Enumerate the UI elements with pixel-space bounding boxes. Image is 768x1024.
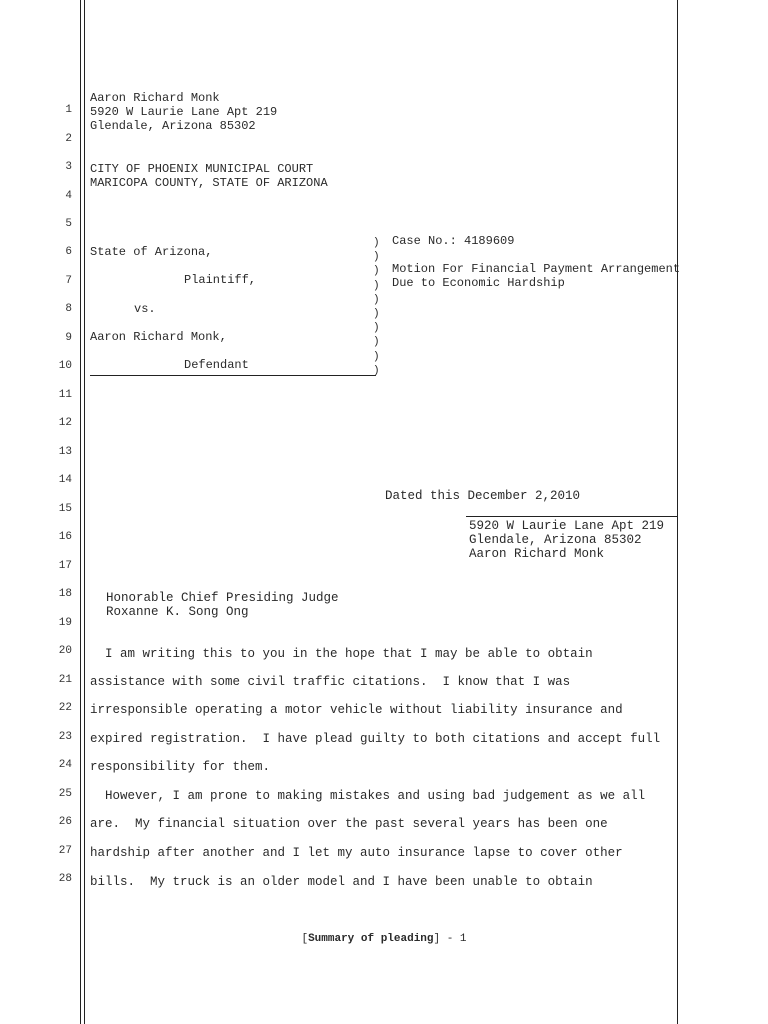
motion-title-line1: Motion For Financial Payment Arrangement xyxy=(392,262,681,276)
caption-paren: ) xyxy=(373,350,380,363)
footer-close-bracket: ] xyxy=(433,933,441,945)
footer-page-number: - 1 xyxy=(440,933,467,945)
line-number: 10 xyxy=(58,360,72,372)
author-address-line1: 5920 W Laurie Lane Apt 219 xyxy=(90,105,278,119)
line-number: 12 xyxy=(58,417,72,429)
body-line: I am writing this to you in the hope that I may be able to obtain xyxy=(90,647,593,661)
line-number: 18 xyxy=(58,588,72,600)
body-line: hardship after another and I let my auto insurance lapse to cover other xyxy=(90,846,623,860)
body-line: irresponsible operating a motor vehicle without liability insurance and xyxy=(90,703,623,717)
caption-paren: ) xyxy=(373,322,380,335)
line-number: 1 xyxy=(65,104,72,116)
line-number: 21 xyxy=(58,674,72,686)
body-line: However, I am prone to making mistakes and using bad judgement as we all xyxy=(90,789,646,803)
line-number: 2 xyxy=(65,133,72,145)
line-number: 20 xyxy=(58,645,72,657)
line-number: 4 xyxy=(65,190,72,202)
body-line: expired registration. I have plead guilty to both citations and accept full xyxy=(90,732,661,746)
caption-paren: ) xyxy=(373,251,380,264)
line-number: 13 xyxy=(58,446,72,458)
line-number: 7 xyxy=(65,275,72,287)
caption-paren: ) xyxy=(373,364,380,377)
author-address-line2: Glendale, Arizona 85302 xyxy=(90,119,256,133)
line-number: 3 xyxy=(65,161,72,173)
plaintiff-role: Plaintiff, xyxy=(184,273,257,287)
body-line: are. My financial situation over the past several years has been one xyxy=(90,817,608,831)
salutation-title: Honorable Chief Presiding Judge xyxy=(106,591,339,605)
court-jurisdiction: MARICOPA COUNTY, STATE OF ARIZONA xyxy=(90,176,328,190)
line-number: 6 xyxy=(65,246,72,258)
author-name: Aaron Richard Monk xyxy=(90,91,220,105)
sender-name: Aaron Richard Monk xyxy=(469,547,605,561)
footer-open-bracket: [ xyxy=(301,933,309,945)
versus-label: vs. xyxy=(134,302,156,316)
caption-divider xyxy=(373,236,383,378)
body-line: assistance with some civil traffic citations. I know that I was xyxy=(90,675,571,689)
sender-address-line2: Glendale, Arizona 85302 xyxy=(469,533,642,547)
line-number: 24 xyxy=(58,759,72,771)
line-number: 11 xyxy=(58,389,72,401)
caption-paren: ) xyxy=(373,293,380,306)
line-number: 8 xyxy=(65,303,72,315)
line-number: 26 xyxy=(58,816,72,828)
caption-paren: ) xyxy=(373,265,380,278)
court-name: CITY OF PHOENIX MUNICIPAL COURT xyxy=(90,162,314,176)
right-margin-rule xyxy=(677,0,678,1024)
defendant-name: Aaron Richard Monk, xyxy=(90,330,227,344)
defendant-role: Defendant xyxy=(184,358,249,372)
line-number: 15 xyxy=(58,503,72,515)
caption-paren: ) xyxy=(373,336,380,349)
left-margin-rule-inner xyxy=(84,0,85,1024)
body-line: bills. My truck is an older model and I have been unable to obtain xyxy=(90,875,593,889)
caption-paren: ) xyxy=(373,237,380,249)
salutation-judge-name: Roxanne K. Song Ong xyxy=(106,605,249,619)
line-number: 27 xyxy=(58,845,72,857)
body-line: responsibility for them. xyxy=(90,760,271,774)
left-margin-rule-outer xyxy=(80,0,81,1024)
motion-title-line2: Due to Economic Hardship xyxy=(392,276,565,290)
line-number: 14 xyxy=(58,474,72,486)
dated-line: Dated this December 2,2010 xyxy=(385,489,581,503)
page-footer xyxy=(0,933,768,945)
line-number: 5 xyxy=(65,218,72,230)
plaintiff-name: State of Arizona, xyxy=(90,245,213,259)
sender-address-line1: 5920 W Laurie Lane Apt 219 xyxy=(469,519,665,533)
caption-underline xyxy=(90,375,376,376)
line-number: 19 xyxy=(58,617,72,629)
caption-paren: ) xyxy=(373,279,380,292)
footer-title: Summary of pleading xyxy=(308,933,434,945)
line-number: 16 xyxy=(58,531,72,543)
line-number: 23 xyxy=(58,731,72,743)
line-number: 25 xyxy=(58,788,72,800)
line-number: 28 xyxy=(58,873,72,885)
line-number: 17 xyxy=(58,560,72,572)
sender-rule xyxy=(466,516,678,517)
caption-paren: ) xyxy=(373,307,380,320)
case-number: Case No.: 4189609 xyxy=(392,234,515,248)
line-number: 22 xyxy=(58,702,72,714)
line-number: 9 xyxy=(65,332,72,344)
